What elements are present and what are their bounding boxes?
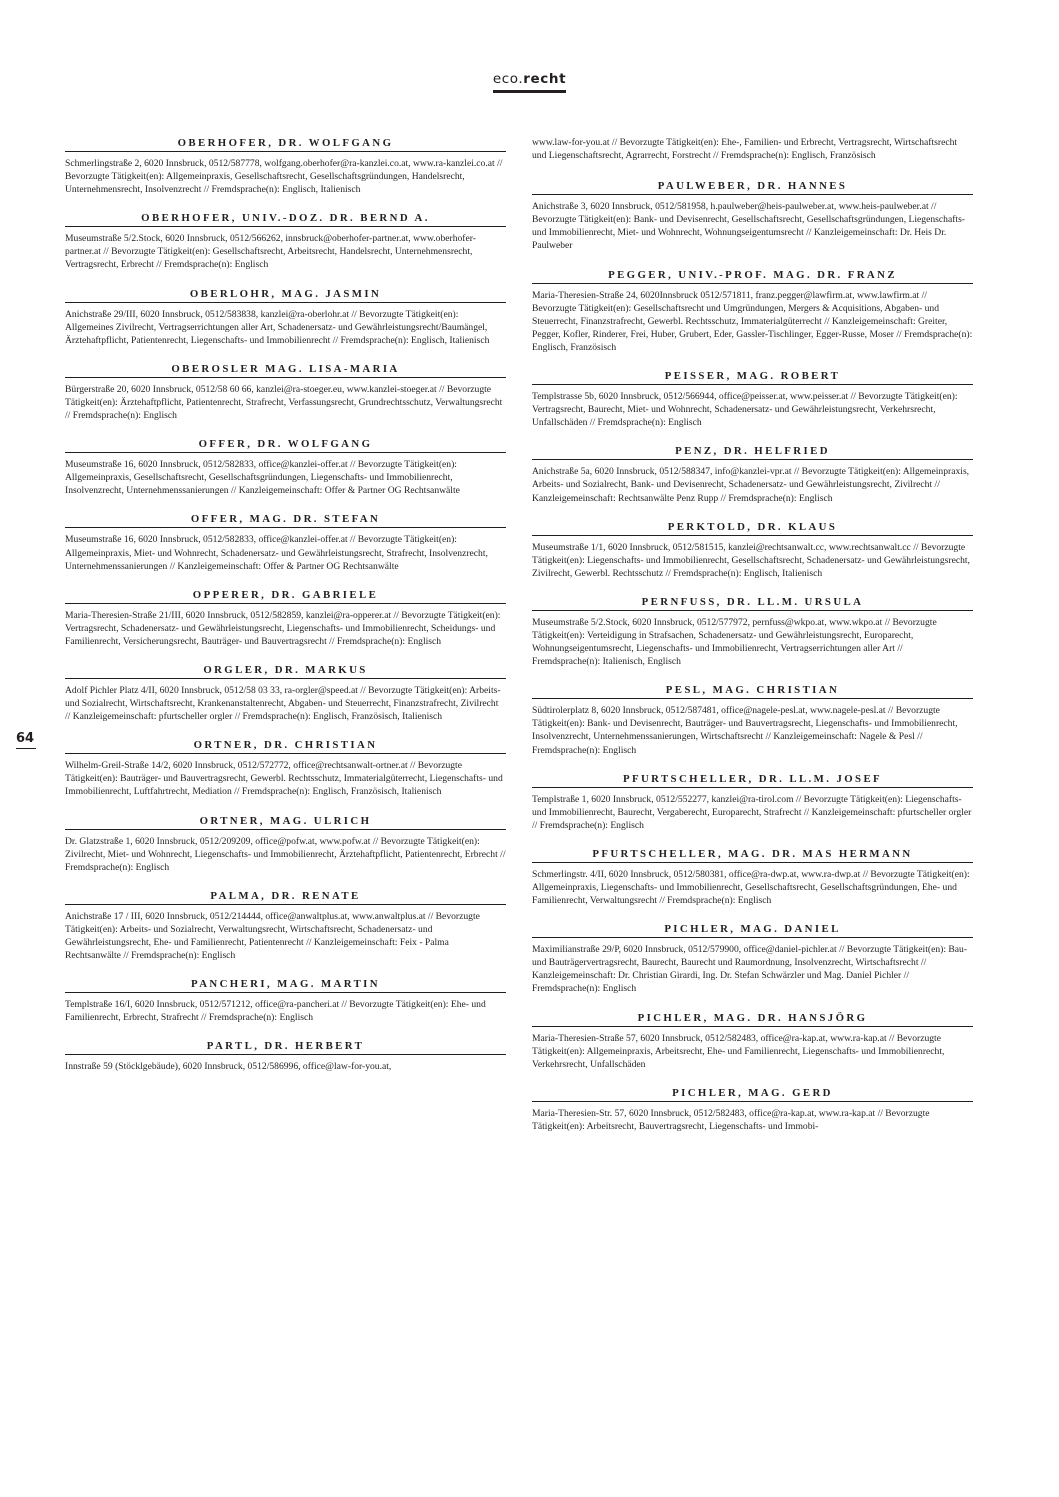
- brand-light: eco.: [492, 71, 524, 87]
- lawyer-entry: [532, 596, 973, 668]
- lawyer-details: Adolf Pichler Platz 4/II, 6020 Innsbruck, 0512/58 03 33, ra-orgler@speed.at // Bevorzugte Tätigkeit(en): Arbeits- und Sozialrecht, Wirtschaftsrecht, Krankenanstaltenrecht, Abgaben- und Steuerrecht, Finanzstrafrecht, Zivilrecht // Kanzleigemeinschaft: pfurtscheller orgler // Fremdsprache(n): Englisch, Französisch, Italienisch: [65, 684, 501, 723]
- lawyer-entry: [532, 773, 973, 832]
- lawyer-entry: [65, 137, 506, 196]
- lawyer-details: Museumstraße 5/2.Stock, 6020 Innsbruck, 0512/566262, innsbruck@oberhofer-partner.at, www.oberhofer-partner.at // Bevorzugte Tätigkeit(en): Gesellschaftsrecht, Arbeitsrecht, Handelsrecht, Unternehmensrecht, Vertragsrecht, Erbrecht // Fremdsprache(n): Englisch: [65, 233, 476, 271]
- right-column: [532, 136, 973, 1149]
- lawyer-details: Templstraße 16/I, 6020 Innsbruck, 0512/571212, office@ra-pancheri.at // Bevorzugte Tätigkeit(en): Ehe- und Familienrecht, Erbrecht, Strafrecht // Fremdsprache(n): Englisch: [65, 999, 486, 1024]
- lawyer-details: Dr. Glatzstraße 1, 6020 Innsbruck, 0512/209209, office@pofw.at, www.pofw.at // Bevorzugte Tätigkeit(en): Zivilrecht, Miet- und Wohnrecht, Liegenschafts- und Immobilienrecht, Ärztehaftpflicht, Patientenrecht, Erbrecht // Fremdsprache(n): Englisch: [65, 835, 506, 873]
- lawyer-details: Maximilianstraße 29/P, 6020 Innsbruck, 0512/579900, office@daniel-pichler.at // Bevorzugte Tätigkeit(en): Bau- und Bauträgervertragsrecht, Baurecht, Baurecht und Raumordnung, Insolvenzrecht, Wirtschaftsrecht // Kanzleigemeinschaft: Dr. Christian Girardi, Ing. Dr. Stefan Schwärzler und Mag. Daniel Pichler // Fremdsprache(n): Englisch: [532, 944, 968, 995]
- lawyer-name: OPPERER, DR. GABRIELE: [65, 589, 506, 604]
- lawyer-name: ORGLER, DR. MARKUS: [65, 664, 506, 679]
- lawyer-name: PICHLER, MAG. GERD: [532, 1087, 973, 1102]
- lawyer-name: OBEROSLER MAG. LISA-MARIA: [65, 363, 506, 378]
- lawyer-entry: [65, 212, 506, 271]
- lawyer-entry: [532, 684, 973, 756]
- lawyer-name: PICHLER, MAG. DR. HANSJÖRG: [532, 1012, 973, 1027]
- lawyer-name: PALMA, DR. RENATE: [65, 890, 506, 905]
- lawyer-details: Maria-Theresien-Straße 21/III, 6020 Innsbruck, 0512/582859, kanzlei@ra-opperer.at // Bevorzugte Tätigkeit(en): Vertragsrecht, Schadenersatz- und Gewährleistungsrecht, Liegenschafts- und Immobilienrecht, Scheidungs- und Familienrecht, Versicherungsrecht, Bauträger- und Bauvertragsrecht // Fremdsprache(n): Englisch: [65, 609, 501, 647]
- lawyer-name: PERKTOLD, DR. KLAUS: [532, 521, 973, 536]
- lawyer-entry: [532, 1012, 973, 1071]
- lawyer-name: PENZ, DR. HELFRIED: [532, 445, 973, 460]
- lawyer-details: Museumstraße 16, 6020 Innsbruck, 0512/582833, office@kanzlei-offer.at // Bevorzugte Tätigkeit(en): Allgemeinpraxis, Miet- und Wohnrecht, Schadenersatz- und Gewährleistungsrecht, Strafrecht, Insolvenzrecht, Unternehmenssanierungen // Kanzleigemeinschaft: Offer & Partner OG Rechtsanwälte: [65, 534, 488, 572]
- lawyer-details: Bürgerstraße 20, 6020 Innsbruck, 0512/58 60 66, kanzlei@ra-stoeger.eu, www.kanzlei-stoeger.at // Bevorzugte Tätigkeit(en): Ärztehaftpflicht, Patientenrecht, Strafrecht, Verfassungsrecht, Grundrechtsschutz, Verwaltungsrecht // Fremdsprache(n): Englisch: [65, 383, 503, 422]
- lawyer-details: Museumstraße 16, 6020 Innsbruck, 0512/582833, office@kanzlei-offer.at // Bevorzugte Tätigkeit(en): Allgemeinpraxis, Gesellschaftsrecht, Gesellschaftsgründungen, Liegenschafts- und Immobilienrecht, Insolvenzrecht, Unternehmenssanierungen // Kanzleigemeinschaft: Offer & Partner OG Rechtsanwälte: [65, 459, 460, 497]
- lawyer-details: Wilhelm-Greil-Straße 14/2, 6020 Innsbruck, 0512/572772, office@rechtsanwalt-ortner.at // Bevorzugte Tätigkeit(en): Bauträger- und Bauvertragsrecht, Gewerbl. Rechtsschutz, Immaterialgüterrecht, Liegenschafts- und Immobilienrecht, Luftfahrtrecht, Mediation // Fremdsprache(n): Englisch, Französisch, Italienisch: [65, 760, 503, 798]
- lawyer-entry: [65, 739, 506, 798]
- lawyer-entry: [532, 1087, 973, 1133]
- lawyer-details: Anichstraße 29/III, 6020 Innsbruck, 0512/583838, kanzlei@ra-oberlohr.at // Bevorzugte Tätigkeit(en): Allgemeines Zivilrecht, Vertragserrichtungen aller Art, Schadenersatz- und Gewährleistungsrecht/Baumängel, Ärztehaftpflicht, Patientenrecht, Liegenschafts- und Immobilienrecht // Fremdsprache(n): Englisch, Italienisch: [65, 308, 490, 346]
- lawyer-name: PARTL, DR. HERBERT: [65, 1040, 506, 1055]
- lawyer-entry: [65, 589, 506, 648]
- lawyer-details: Anichstraße 5a, 6020 Innsbruck, 0512/588347, info@kanzlei-vpr.at // Bevorzugte Tätigkeit(en): Allgemeinpraxis, Arbeits- und Sozialrecht, Bank- und Devisenrecht, Schadenersatz- und Gewährleistungsrecht, Zivilrecht // Kanzleigemeinschaft: Rechtsanwälte Penz Rupp // Fremdsprache(n): Englisch: [532, 466, 970, 504]
- lawyer-details: Schmerlingstr. 4/II, 6020 Innsbruck, 0512/580381, office@ra-dwp.at, www.ra-dwp.at // Bevorzugte Tätigkeit(en): Allgemeinpraxis, Liegenschafts- und Immobilienrecht, Gesellschaftsrecht, Gesellschaftsgründungen, Ehe- und Familienrecht, Verwaltungsrecht // Fremdsprache(n): Englisch: [532, 868, 970, 907]
- lawyer-entry: [532, 180, 973, 252]
- lawyer-name: PANCHERI, MAG. MARTIN: [65, 978, 506, 993]
- lawyer-entry: [65, 288, 506, 347]
- lawyer-details: Anichstraße 17 / III, 6020 Innsbruck, 0512/214444, office@anwaltplus.at, www.anwaltplus.at // Bevorzugte Tätigkeit(en): Arbeits- und Sozialrecht, Verwaltungsrecht, Wirtschaftsrecht, Schadenersatz- und Gewährleistungsrecht, Ehe- und Familienrecht, Patientenrecht // Kanzleigemeinschaft: Feix - Palma Rechtsanwälte // Fremdsprache(n): Englisch: [65, 910, 480, 962]
- lawyer-details: Innstraße 59 (Stöcklgebäude), 6020 Innsbruck, 0512/586996, office@law-for-you.at,: [65, 1061, 392, 1073]
- lawyer-name: PESL, MAG. CHRISTIAN: [532, 684, 973, 699]
- lawyer-details: Templstraße 1, 6020 Innsbruck, 0512/552277, kanzlei@ra-tirol.com // Bevorzugte Tätigkeit(en): Liegenschafts- und Immobilienrecht, Baurecht, Vergaberecht, Europarecht, Strafrecht // Kanzleigemeinschaft: pfurtscheller orgler // Fremdsprache(n): Englisch: [532, 793, 972, 831]
- continuation-text: www.law-for-you.at // Bevorzugte Tätigkeit(en): Ehe-, Familien- und Erbrecht, Vertragsrecht, Wirtschaftsrecht und Liegenschaftsrecht, Agrarrecht, Forstrecht // Fremdsprache(n): Englisch, Französisch: [532, 137, 958, 162]
- lawyer-entry: [532, 445, 973, 504]
- lawyer-name: PERNFUSS, DR. LL.M. URSULA: [532, 596, 973, 611]
- lawyer-name: OBERHOFER, UNIV.-DOZ. DR. BERND A.: [65, 212, 506, 227]
- lawyer-details: Anichstraße 3, 6020 Innsbruck, 0512/581958, h.paulweber@heis-paulweber.at, www.heis-paulweber.at // Bevorzugte Tätigkeit(en): Bank- und Devisenrecht, Gesellschaftsrecht, Gesellschaftsgründungen, Liegenschafts- und Immobilienrecht, Miet- und Wohnrecht, Wohnungseigentumsrecht // Kanzleigemeinschaft: Dr. Heis Dr. Paulweber: [532, 201, 965, 252]
- lawyer-entry: [65, 890, 506, 962]
- lawyer-entry: [65, 438, 506, 497]
- lawyer-name: PEGGER, UNIV.-PROF. MAG. DR. FRANZ: [532, 269, 973, 284]
- lawyer-details: Südtirolerplatz 8, 6020 Innsbruck, 0512/587481, office@nagele-pesl.at, www.nagele-pesl.at // Bevorzugte Tätigkeit(en): Bank- und Devisenrecht, Bauträger- und Bauvertragsrecht, Liegenschafts- und Immobilienrecht, Insolvenzrecht, Unternehmenssanierungen, Wirtschaftsrecht // Kanzleigemeinschaft: Nagele & Pesl // Fremdsprache(n): Englisch: [532, 705, 958, 756]
- lawyer-name: OBERHOFER, DR. WOLFGANG: [65, 137, 506, 152]
- left-column: [65, 137, 506, 1089]
- page-number: 64: [16, 731, 36, 749]
- brand-logo: [493, 71, 566, 93]
- lawyer-name: OFFER, MAG. DR. STEFAN: [65, 513, 506, 528]
- lawyer-name: PEISSER, MAG. ROBERT: [532, 370, 973, 385]
- brand-bold: recht: [523, 71, 567, 87]
- lawyer-name: PFURTSCHELLER, MAG. DR. MAS HERMANN: [532, 848, 973, 863]
- lawyer-details: Museumstraße 5/2.Stock, 6020 Innsbruck, 0512/577972, pernfuss@wkpo.at, www.wkpo.at // Bevorzugte Tätigkeit(en): Verteidigung in Strafsachen, Schadenersatz- und Gewährleistungsrecht, Europarecht, Wohnungseigentumsrecht, Liegenschafts- und Immobilienrecht, Vertragserrichtungen aller Art // Fremdsprache(n): Italienisch, Englisch: [532, 616, 937, 668]
- lawyer-name: PAULWEBER, DR. HANNES: [532, 180, 973, 195]
- lawyer-entry: [532, 521, 973, 580]
- lawyer-details: Maria-Theresien-Straße 24, 6020Innsbruck 0512/571811, franz.pegger@lawfirm.at, www.lawfirm.at // Bevorzugte Tätigkeit(en): Gesellschaftsrecht und Umgründungen, Mergers & Acquisitions, Abgaben- und Steuerrecht, Finanzstrafrecht, Gewerbl. Rechtsschutz, Immaterialgüterrecht // Kanzleigemeinschaft: Greiter, Pegger, Kofler, Rinderer, Frei, Huber, Grubert, Eder, Gassler-Tischlinger, Egger-Russe, Moser // Fremdsprache(n): Englisch, Französisch: [532, 289, 973, 353]
- lawyer-entry: [532, 370, 973, 429]
- lawyer-details: Museumstraße 1/1, 6020 Innsbruck, 0512/581515, kanzlei@rechtsanwalt.cc, www.rechtsanwalt.cc // Bevorzugte Tätigkeit(en): Liegenschafts- und Immobilienrecht, Gesellschaftsrecht, Schadenersatz- und Gewährleistungsrecht, Zivilrecht, Gewerbl. Rechtsschutz // Fremdsprache(n): Englisch, Italienisch: [532, 541, 970, 579]
- lawyer-name: PFURTSCHELLER, DR. LL.M. JOSEF: [532, 773, 973, 788]
- lawyer-name: OFFER, DR. WOLFGANG: [65, 438, 506, 453]
- lawyer-entry: [532, 269, 973, 354]
- lawyer-entry: [65, 363, 506, 422]
- lawyer-details: Schmerlingstraße 2, 6020 Innsbruck, 0512/587778, wolfgang.oberhofer@ra-kanzlei.co.at, www.ra-kanzlei.co.at // Bevorzugte Tätigkeit(en): Allgemeinpraxis, Gesellschaftsrecht, Gesellschaftsgründungen, Handelsrecht, Unternehmensrecht, Insolvenzrecht // Fremdsprache(n): Englisch, Italienisch: [65, 158, 503, 196]
- lawyer-entry: [65, 815, 506, 874]
- lawyer-details: Maria-Theresien-Straße 57, 6020 Innsbruck, 0512/582483, office@ra-kap.at, www.ra-kap.at // Bevorzugte Tätigkeit(en): Allgemeinpraxis, Arbeitsrecht, Ehe- und Familienrecht, Liegenschafts- und Immobilienrecht, Verkehrsrecht, Unfallschäden: [532, 1032, 945, 1070]
- lawyer-entry: [532, 923, 973, 995]
- page-header: [0, 70, 1059, 93]
- lawyer-name: OBERLOHR, MAG. JASMIN: [65, 288, 506, 303]
- lawyer-name: ORTNER, DR. CHRISTIAN: [65, 739, 506, 754]
- lawyer-name: ORTNER, MAG. ULRICH: [65, 815, 506, 830]
- lawyer-entry: [65, 978, 506, 1024]
- lawyer-details: Maria-Theresien-Str. 57, 6020 Innsbruck, 0512/582483, office@ra-kap.at, www.ra-kap.at // Bevorzugte Tätigkeit(en): Arbeitsrecht, Bauvertragsrecht, Liegenschafts- und Immobi-: [532, 1107, 930, 1132]
- lawyer-entry: [532, 848, 973, 907]
- lawyer-entry: [65, 513, 506, 572]
- lawyer-details: Templstrasse 5b, 6020 Innsbruck, 0512/566944, office@peisser.at, www.peisser.at // Bevorzugte Tätigkeit(en): Vertragsrecht, Baurecht, Miet- und Wohnrecht, Schadenersatz- und Gewährleistungsrecht, Verkehrsrecht, Unfallschäden // Fremdsprache(n): Englisch: [532, 391, 958, 429]
- lawyer-entry: [65, 1040, 506, 1073]
- lawyer-entry: [65, 664, 506, 723]
- lawyer-name: PICHLER, MAG. DANIEL: [532, 923, 973, 938]
